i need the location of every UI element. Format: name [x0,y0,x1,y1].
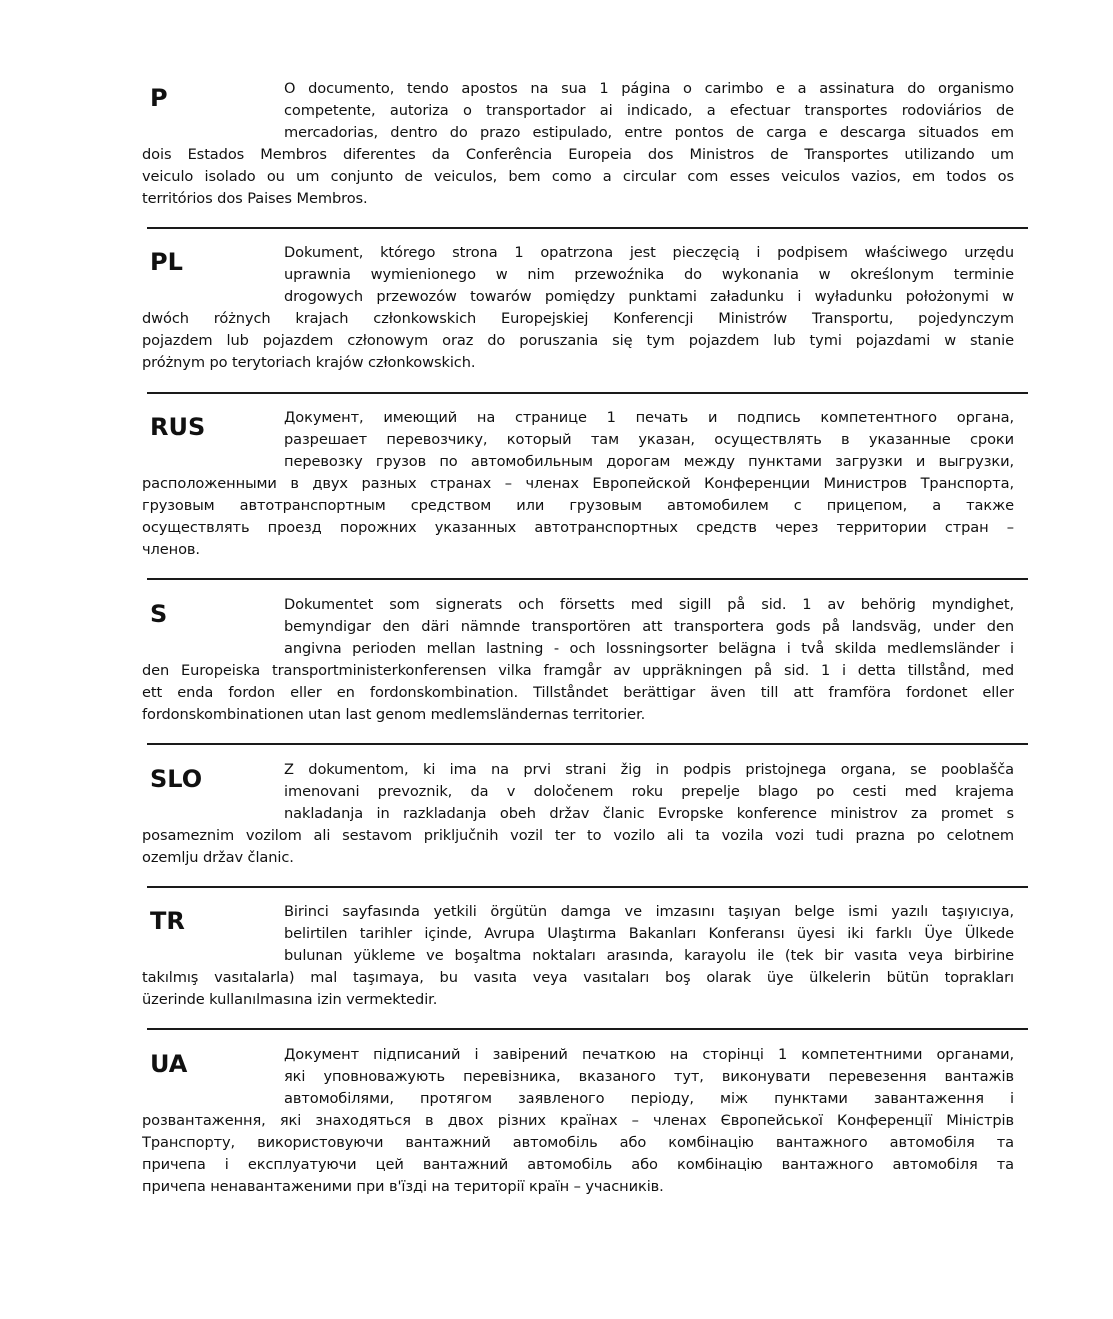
text-line: den Europeiska transportministerkonferensen vilka framgår av uppräkningen på sid. 1 i detta tillstånd, med [142,662,1014,679]
text-line: причепа ненавантаженими при в'їзді на території країн – учасників. [142,1178,664,1195]
text-line: Z dokumentom, ki ima na prvi strani žig in podpis pristojnega organa, se pooblašča [284,761,1014,778]
text-line: Dokument, którego strona 1 opatrzona jest pieczęcią i podpisem właściwego urzędu [284,244,1014,261]
text-line: автомобілями, протягом заявленого періоду, між пунктами завантаження і [284,1090,1014,1107]
text-line: грузовым автотранспортным средством или грузовым автомобилем с прицепом, а также [142,497,1014,514]
entry-ua [142,1044,1014,1198]
entry-rus [142,407,1014,561]
language-code: SLO [150,765,203,793]
text-line: членов. [142,541,200,558]
separator-line [147,1028,1028,1030]
text-line: fordonskombinationen utan last genom medlemsländernas territorier. [142,706,646,723]
entry-p [142,78,1014,210]
text-line: competente, autoriza o transportador ai indicado, a efectuar transportes rodoviários de [284,102,1014,119]
entry-text [142,78,1014,210]
text-line: imenovani prevoznik, da v določenem roku prepelje blago po cesti med krajema [284,783,1014,800]
text-line: mercadorias, dentro do prazo estipulado, entre pontos de carga e descarga situados em [284,124,1014,141]
text-line: разрешает перевозчику, который там указан, осуществлять в указанные сроки [284,431,1014,448]
text-line: nakladanja in razkladanja obeh držav članic Evropske konference ministrov za promet s [284,805,1014,822]
language-code: P [150,84,168,112]
text-line: расположенными в двух разных странах – членах Европейской Конференции Министров Транспорта, [142,475,1014,492]
text-line: Dokumentet som signerats och försetts med sigill på sid. 1 av behörig myndighet, [284,596,1014,613]
text-line: veiculo isolado ou um conjunto de veiculos, bem como a circular com esses veiculos vazios, em todos os [142,168,1014,185]
entry-s [142,594,1014,726]
text-line: drogowych przewozów towarów pomiędzy punktami załadunku i wyładunku położonymi w [284,288,1014,305]
text-line: O documento, tendo apostos na sua 1 página o carimbo e a assinatura do organismo [284,80,1014,97]
text-line: belirtilen tarihler içinde, Avrupa Ulaştırma Bakanları Konferansı üyesi iki farklı Üye Ülkede [284,925,1014,942]
text-line: Транспорту, використовуючи вантажний автомобіль або комбінацію вантажного автомобіля та [142,1134,1014,1151]
entry-text [142,1044,1014,1198]
text-line: próżnym po terytoriach krajów członkowskich. [142,354,476,371]
text-line: ett enda fordon eller en fordonskombination. Tillståndet berättigar även till att framföra fordonet eller [142,684,1014,701]
language-code: UA [150,1050,188,1078]
text-line: перевозку грузов по автомобильным дорогам между пунктами загрузки и выгрузки, [284,453,1014,470]
text-line: причепа і експлуатуючи цей вантажний автомобіль або комбінацію вантажного автомобіля та [142,1156,1014,1173]
text-line: які уповноважують перевізника, вказаного тут, виконувати перевезення вантажів [284,1068,1014,1085]
text-line: üzerinde kullanılmasına izin vermektedir. [142,991,438,1008]
separator-line [147,886,1028,888]
text-line: Birinci sayfasında yetkili örgütün damga ve imzasını taşıyan belge ismi yazılı taşıyıcıya, [284,903,1014,920]
text-line: Документ підписаний і завірений печаткою на сторінці 1 компетентними органами, [284,1046,1014,1063]
text-line: dwóch różnych krajach członkowskich Europejskiej Konferencji Ministrów Transportu, pojedynczym [142,310,1014,327]
language-code: RUS [150,413,206,441]
separator-line [147,743,1028,745]
text-line: posameznim vozilom ali sestavom priključnih vozil ter to vozilo ali ta vozila vozi tudi prazna po celotnem [142,827,1014,844]
entry-tr [142,901,1014,1011]
text-line: dois Estados Membros diferentes da Conferência Europeia dos Ministros de Transportes utilizando um [142,146,1014,163]
text-line: angivna perioden mellan lastning - och lossningsorter belägna i två skilda medlemsländer i [284,640,1014,657]
entry-text [142,594,1014,726]
entry-text [142,901,1014,1011]
text-line: ozemlju držav članic. [142,849,294,866]
text-line: uprawnia wymienionego w nim przewoźnika do wykonania w określonym terminie [284,266,1014,283]
entry-slo [142,759,1014,869]
separator-line [147,392,1028,394]
text-line: Документ, имеющий на странице 1 печать и подпись компетентного органа, [284,409,1014,426]
entry-text [142,759,1014,869]
language-code: PL [150,248,183,276]
text-line: bemyndigar den däri nämnde transportören att transportera gods på landsväg, under den [284,618,1014,635]
entry-pl [142,242,1014,374]
text-line: pojazdem lub pojazdem członowym oraz do poruszania się tym pojazdem lub tymi pojazdami w stanie [142,332,1014,349]
separator-line [147,578,1028,580]
separator-line [147,227,1028,229]
language-code: TR [150,907,185,935]
text-line: territórios dos Paises Membros. [142,190,368,207]
entry-text [142,242,1014,374]
text-line: осуществлять проезд порожних указанных автотранспортных средств через территории стран – [142,519,1014,536]
text-line: takılmış vasıtalarla) mal taşımaya, bu vasıta veya vasıtaları boş olarak üye ülkelerin bütün toprakları [142,969,1014,986]
text-line: розвантаження, які знаходяться в двох різних країнах – членах Європейської Конференції Міністрів [142,1112,1014,1129]
entry-text [142,407,1014,561]
text-line: bulunan yükleme ve boşaltma noktaları arasında, karayolu ile (tek bir vasıta veya birbirine [284,947,1014,964]
language-code: S [150,600,168,628]
